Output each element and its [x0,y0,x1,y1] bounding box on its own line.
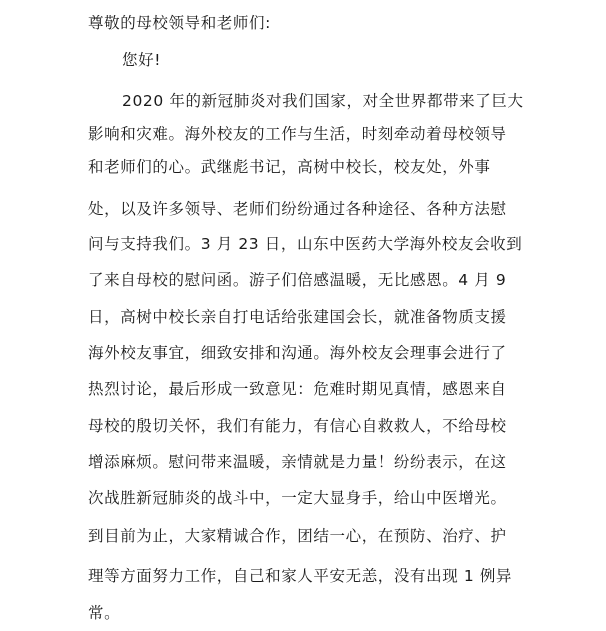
greeting: 您好! [122,51,162,69]
paragraph-line: 母校的殷切关怀，我们有能力，有信心自救救人，不给母校 [88,417,507,435]
paragraph-line: 日，高树中校长亲自打电话给张建国会长，就准备物质支援 [88,308,507,326]
paragraph-line: 常。 [88,604,121,622]
paragraph-line: 次战胜新冠肺炎的战斗中，一定大显身手，给山中医增光。 [88,489,507,507]
paragraph-line: 海外校友事宜，细致安排和沟通。海外校友会理事会进行了 [88,344,507,362]
paragraph-line: 问与支持我们。3 月 23 日，山东中医药大学海外校友会收到 [88,235,523,253]
paragraph-line: 理等方面努力工作，自己和家人平安无恙，没有出现 1 例异 [88,567,513,585]
paragraph-line: 处，以及许多领导、老师们纷纷通过各种途径、各种方法慰 [88,200,507,218]
paragraph-line: 到目前为止，大家精诚合作，团结一心，在预防、治疗、护 [88,527,507,545]
paragraph-line: 热烈讨论，最后形成一致意见：危难时期见真情，感恩来自 [88,380,507,398]
paragraph-line: 2020 年的新冠肺炎对我们国家，对全世界都带来了巨大 [122,92,524,110]
paragraph-line: 增添麻烦。慰问带来温暖，亲情就是力量！纷纷表示，在这 [88,453,507,471]
paragraph-line: 和老师们的心。武继彪书记，高树中校长，校友处，外事 [88,158,491,176]
paragraph-line: 了来自母校的慰问函。游子们倍感温暖，无比感恩。4 月 9 [88,271,507,289]
salutation: 尊敬的母校领导和老师们: [88,14,271,32]
paragraph-line: 影响和灾难。海外校友的工作与生活，时刻牵动着母校领导 [88,125,507,143]
